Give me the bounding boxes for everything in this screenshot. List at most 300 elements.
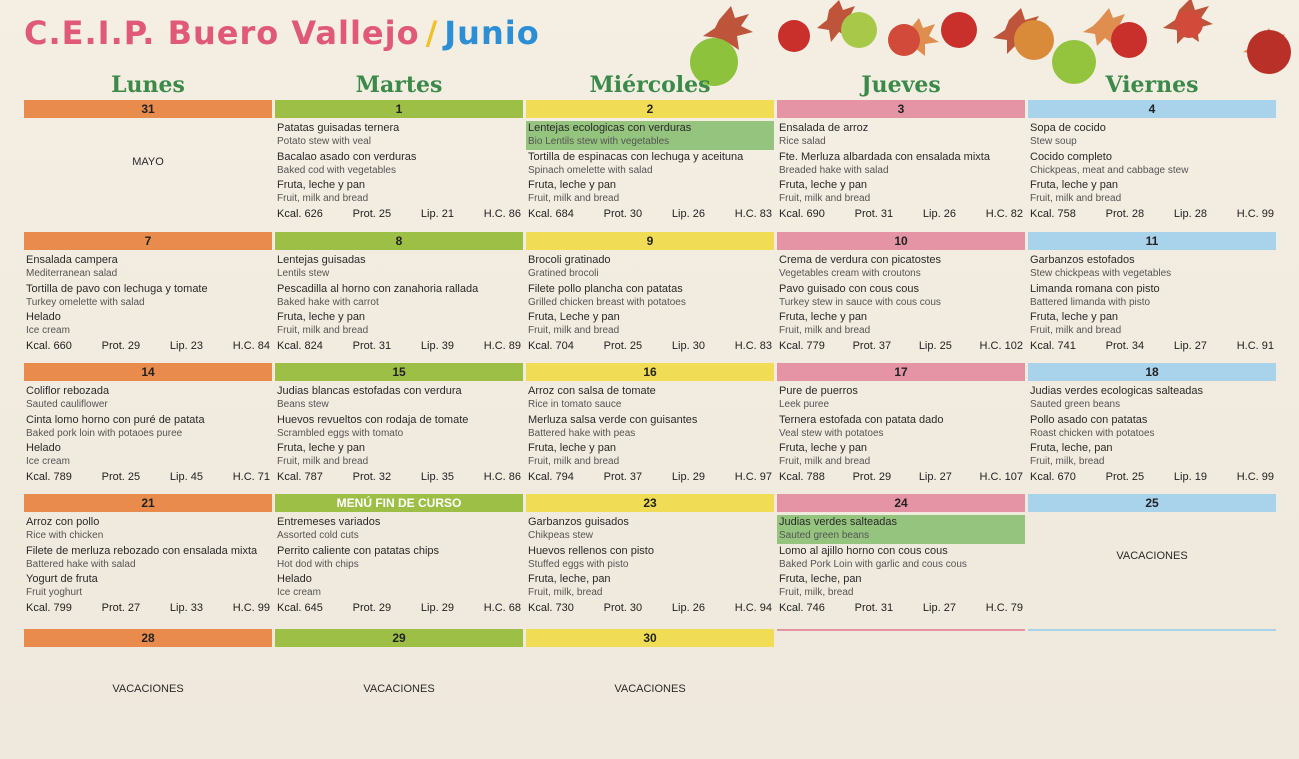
dish-name-en: Battered hake with salad (26, 559, 136, 570)
dish-item (1028, 441, 1276, 470)
protein-value: Prot. 25 (603, 340, 643, 352)
dish-item (275, 572, 523, 601)
day-cell (777, 494, 1025, 618)
dish-item (777, 441, 1025, 470)
day-cell (24, 629, 272, 749)
day-cell (275, 100, 523, 224)
dish-name-es: Helado (277, 573, 312, 585)
dish-item (275, 310, 523, 339)
protein-value: Prot. 32 (352, 471, 392, 483)
dish-name-es: Ensalada de arroz (779, 122, 869, 134)
protein-value: Prot. 30 (603, 208, 643, 220)
dish-name-en: Fruit, milk and bread (1030, 193, 1122, 204)
kcal-value: Kcal. 684 (528, 208, 574, 220)
kcal-value: Kcal. 730 (528, 602, 574, 614)
nutrition-row (528, 602, 772, 618)
day-number-bar: 18 (1028, 363, 1276, 381)
carbs-value: H.C. 83 (734, 208, 772, 220)
day-cell (275, 494, 523, 618)
dish-name-es: Tortilla de espinacas con lechuga y aceituna (528, 151, 744, 163)
carbs-value: H.C. 86 (483, 208, 521, 220)
dish-name-en: Fruit, milk and bread (528, 193, 620, 204)
protein-value: Prot. 31 (352, 340, 392, 352)
carbs-value: H.C. 99 (1236, 208, 1274, 220)
dish-name-en: Fruit, milk and bread (277, 456, 369, 467)
protein-value: Prot. 31 (854, 208, 894, 220)
day-number-bar: 24 (777, 494, 1025, 512)
protein-value: Prot. 25 (1105, 471, 1145, 483)
dish-item (24, 253, 272, 282)
dish-name-es: Fruta, leche y pan (779, 311, 868, 323)
dish-name-es: Helado (26, 311, 61, 323)
lipids-value: Lip. 35 (420, 471, 454, 483)
carbs-value: H.C. 84 (232, 340, 270, 352)
protein-value: Prot. 27 (101, 602, 141, 614)
carbs-value: H.C. 99 (232, 602, 270, 614)
kcal-value: Kcal. 741 (1030, 340, 1076, 352)
day-number-bar: 2 (526, 100, 774, 118)
day-cell (24, 100, 272, 224)
dish-item (526, 544, 774, 573)
dish-name-es: Judias verdes salteadas (779, 516, 898, 528)
lipids-value: Lip. 30 (671, 340, 705, 352)
dish-item (275, 441, 523, 470)
nutrition-row (26, 602, 270, 618)
day-cell (24, 494, 272, 618)
dish-name-es: Pure de puerros (779, 385, 858, 397)
dish-item (1028, 253, 1276, 282)
dish-item (777, 515, 1025, 544)
dish-name-es: Brocoli gratinado (528, 254, 611, 266)
dish-name-es: Huevos rellenos con pisto (528, 545, 654, 557)
protein-value: Prot. 29 (852, 471, 892, 483)
dish-item (777, 253, 1025, 282)
cell-note: VACACIONES (1116, 550, 1188, 562)
protein-value: Prot. 25 (352, 208, 392, 220)
dish-item (777, 310, 1025, 339)
day-cell (24, 232, 272, 356)
dish-name-es: Bacalao asado con verduras (277, 151, 417, 163)
carbs-value: H.C. 86 (483, 471, 521, 483)
dish-name-es: Lentejas guisadas (277, 254, 366, 266)
carbs-value: H.C. 68 (483, 602, 521, 614)
nutrition-row (1030, 208, 1274, 224)
kcal-value: Kcal. 789 (26, 471, 72, 483)
day-cell (526, 100, 774, 224)
carbs-value: H.C. 102 (979, 340, 1023, 352)
day-number-bar: 15 (275, 363, 523, 381)
dish-name-en: Hot dod with chips (277, 559, 359, 570)
dish-name-en: Lentils stew (277, 268, 330, 279)
day-header-jueves: Jueves (861, 72, 941, 98)
day-number-bar: 1 (275, 100, 523, 118)
dish-name-en: Vegetables cream with croutons (779, 268, 921, 279)
dish-item (1028, 121, 1276, 150)
day-number-bar: 11 (1028, 232, 1276, 250)
day-number-bar: 31 (24, 100, 272, 118)
dish-name-en: Baked Pork Loin with garlic and cous cous (779, 559, 967, 570)
dish-item (526, 310, 774, 339)
nutrition-row (779, 602, 1023, 618)
dish-name-en: Turkey stew in sauce with cous cous (779, 297, 941, 308)
cell-note: MAYO (132, 156, 164, 168)
dish-name-en: Fruit, milk, bread (1030, 456, 1105, 467)
dish-name-en: Battered hake with peas (528, 428, 636, 439)
page-title (24, 14, 540, 52)
cell-divider (1028, 629, 1276, 631)
kcal-value: Kcal. 788 (779, 471, 825, 483)
dish-item (1028, 282, 1276, 311)
dish-name-es: Garbanzos estofados (1030, 254, 1135, 266)
dish-item (526, 384, 774, 413)
nutrition-row (1030, 471, 1274, 487)
kcal-value: Kcal. 746 (779, 602, 825, 614)
dish-name-en: Grilled chicken breast with potatoes (528, 297, 686, 308)
protein-value: Prot. 34 (1105, 340, 1145, 352)
kcal-value: Kcal. 704 (528, 340, 574, 352)
title-separator: / (425, 14, 439, 52)
day-number-bar: 21 (24, 494, 272, 512)
dish-name-en: Sauted cauliflower (26, 399, 108, 410)
dish-item (526, 253, 774, 282)
dish-item (526, 282, 774, 311)
dish-name-en: Bio Lentils stew with vegetables (528, 136, 670, 147)
dish-name-es: Yogurt de fruta (26, 573, 98, 585)
dish-item (275, 282, 523, 311)
carbs-value: H.C. 94 (734, 602, 772, 614)
dish-name-es: Fruta, leche y pan (528, 179, 617, 191)
dish-name-es: Pollo asado con patatas (1030, 414, 1148, 426)
dish-name-es: Merluza salsa verde con guisantes (528, 414, 698, 426)
kcal-value: Kcal. 660 (26, 340, 72, 352)
nutrition-row (528, 208, 772, 224)
dish-item (526, 150, 774, 179)
day-number-bar: 17 (777, 363, 1025, 381)
dish-name-es: Arroz con pollo (26, 516, 100, 528)
day-cell (777, 363, 1025, 487)
day-cell (1028, 232, 1276, 356)
dish-name-es: Ternera estofada con patata dado (779, 414, 944, 426)
dish-name-en: Roast chicken with potatoes (1030, 428, 1155, 439)
nutrition-row (779, 340, 1023, 356)
kcal-value: Kcal. 758 (1030, 208, 1076, 220)
day-header-viernes: Viernes (1105, 72, 1199, 98)
lipids-value: Lip. 27 (922, 602, 956, 614)
lipids-value: Lip. 27 (1173, 340, 1207, 352)
lipids-value: Lip. 29 (671, 471, 705, 483)
dish-name-es: Fruta, leche y pan (277, 442, 366, 454)
dish-item (526, 121, 774, 150)
dish-name-en: Sauted green beans (779, 530, 870, 541)
day-number-bar: 3 (777, 100, 1025, 118)
dish-name-en: Turkey omelette with salad (26, 297, 145, 308)
dish-name-es: Fruta, leche, pan (779, 573, 862, 585)
dish-name-es: Fruta, leche y pan (1030, 311, 1119, 323)
dish-name-en: Chikpeas stew (528, 530, 594, 541)
day-number-bar: 30 (526, 629, 774, 647)
dish-name-en: Leek puree (779, 399, 830, 410)
dish-item (24, 384, 272, 413)
dish-name-en: Baked cod with vegetables (277, 165, 396, 176)
lipids-value: Lip. 39 (420, 340, 454, 352)
dish-name-es: Fruta, leche y pan (528, 442, 617, 454)
day-cell (777, 232, 1025, 356)
dish-item (526, 413, 774, 442)
dish-name-en: Stuffed eggs with pisto (528, 559, 629, 570)
nutrition-row (26, 471, 270, 487)
dish-name-en: Assorted cold cuts (277, 530, 359, 541)
protein-value: Prot. 30 (603, 602, 643, 614)
dish-item (24, 544, 272, 573)
kcal-value: Kcal. 690 (779, 208, 825, 220)
dish-name-en: Fruit, milk and bread (277, 193, 369, 204)
cell-note: VACACIONES (112, 683, 184, 695)
dish-name-en: Mediterranean salad (26, 268, 118, 279)
protein-value: Prot. 37 (852, 340, 892, 352)
nutrition-row (277, 602, 521, 618)
dish-name-en: Spinach omelette with salad (528, 165, 653, 176)
cell-note: VACACIONES (363, 683, 435, 695)
dish-item (777, 121, 1025, 150)
nutrition-row (779, 471, 1023, 487)
dish-name-en: Fruit, milk, bread (779, 587, 854, 598)
dish-item (777, 282, 1025, 311)
lipids-value: Lip. 26 (922, 208, 956, 220)
dish-name-es: Patatas guisadas ternera (277, 122, 400, 134)
month-name: Junio (444, 14, 540, 52)
dish-name-en: Veal stew with potatoes (779, 428, 884, 439)
dish-name-es: Garbanzos guisados (528, 516, 629, 528)
lipids-value: Lip. 27 (918, 471, 952, 483)
kcal-value: Kcal. 794 (528, 471, 574, 483)
dish-name-es: Limanda romana con pisto (1030, 283, 1160, 295)
day-cell (1028, 100, 1276, 224)
dish-name-en: Beans stew (277, 399, 329, 410)
dish-item (1028, 413, 1276, 442)
dish-name-es: Fruta, leche, pan (528, 573, 611, 585)
lipids-value: Lip. 26 (671, 208, 705, 220)
day-header-martes: Martes (355, 72, 443, 98)
dish-name-es: Lomo al ajillo horno con cous cous (779, 545, 948, 557)
dish-name-es: Fruta, leche, pan (1030, 442, 1113, 454)
protein-value: Prot. 29 (101, 340, 141, 352)
dish-item (777, 544, 1025, 573)
dish-name-es: Crema de verdura con picatostes (779, 254, 942, 266)
day-cell (24, 363, 272, 487)
dish-name-es: Huevos revueltos con rodaja de tomate (277, 414, 469, 426)
kcal-value: Kcal. 787 (277, 471, 323, 483)
day-cell (1028, 494, 1276, 618)
dish-name-es: Tortilla de pavo con lechuga y tomate (26, 283, 208, 295)
dish-name-en: Stew chickpeas with vegetables (1030, 268, 1172, 279)
dish-name-en: Baked pork loin with potaoes puree (26, 428, 183, 439)
dish-item (526, 572, 774, 601)
dish-name-es: Judias verdes ecologicas salteadas (1030, 385, 1204, 397)
dish-name-en: Chickpeas, meat and cabbage stew (1030, 165, 1189, 176)
carbs-value: H.C. 91 (1236, 340, 1274, 352)
lipids-value: Lip. 28 (1173, 208, 1207, 220)
kcal-value: Kcal. 645 (277, 602, 323, 614)
dish-name-es: Filete pollo plancha con patatas (528, 283, 683, 295)
kcal-value: Kcal. 779 (779, 340, 825, 352)
dish-name-es: Filete de merluza rebozado con ensalada mixta (26, 545, 258, 557)
dish-item (275, 121, 523, 150)
dish-name-en: Fruit, milk and bread (779, 456, 871, 467)
day-cell (1028, 363, 1276, 487)
nutrition-row (528, 340, 772, 356)
dish-item (777, 413, 1025, 442)
day-number-bar: 7 (24, 232, 272, 250)
cell-note: VACACIONES (614, 683, 686, 695)
dish-name-es: Pavo guisado con cous cous (779, 283, 920, 295)
dish-name-es: Coliflor rebozada (26, 385, 110, 397)
protein-value: Prot. 37 (603, 471, 643, 483)
nutrition-row (26, 340, 270, 356)
day-header-miercoles: Miércoles (589, 72, 711, 98)
dish-name-en: Battered limanda with pisto (1030, 297, 1151, 308)
school-name: C.E.I.P. Buero Vallejo (24, 14, 420, 52)
day-number-bar: 23 (526, 494, 774, 512)
dish-name-es: Entremeses variados (277, 516, 381, 528)
day-number-bar: 9 (526, 232, 774, 250)
dish-item (24, 515, 272, 544)
carbs-value: H.C. 71 (232, 471, 270, 483)
kcal-value: Kcal. 670 (1030, 471, 1076, 483)
lipids-value: Lip. 26 (671, 602, 705, 614)
day-number-bar: 25 (1028, 494, 1276, 512)
lipids-value: Lip. 45 (169, 471, 203, 483)
nutrition-row (277, 340, 521, 356)
day-cell (777, 100, 1025, 224)
dish-name-en: Gratined brocoli (528, 268, 599, 279)
nutrition-row (779, 208, 1023, 224)
dish-name-en: Rice with chicken (26, 530, 104, 541)
dish-name-es: Sopa de cocido (1030, 122, 1106, 134)
dish-name-en: Fruit, milk and bread (1030, 325, 1122, 336)
carbs-value: H.C. 107 (979, 471, 1023, 483)
lipids-value: Lip. 19 (1173, 471, 1207, 483)
carbs-value: H.C. 89 (483, 340, 521, 352)
dish-name-es: Fruta, leche y pan (1030, 179, 1119, 191)
dish-name-es: Judias blancas estofadas con verdura (277, 385, 462, 397)
dish-name-en: Fruit yoghurt (26, 587, 83, 598)
day-number-bar: 8 (275, 232, 523, 250)
dish-name-en: Potato stew with veal (277, 136, 371, 147)
dish-name-es: Fte. Merluza albardada con ensalada mixta (779, 151, 990, 163)
day-cell (526, 494, 774, 618)
dish-name-en: Rice in tomato sauce (528, 399, 622, 410)
carbs-value: H.C. 79 (985, 602, 1023, 614)
dish-item (24, 282, 272, 311)
carbs-value: H.C. 99 (1236, 471, 1274, 483)
dish-item (24, 572, 272, 601)
dish-name-es: Lentejas ecologicas con verduras (528, 122, 692, 134)
kcal-value: Kcal. 824 (277, 340, 323, 352)
dish-item (24, 413, 272, 442)
dish-item (275, 413, 523, 442)
dish-name-es: Fruta, leche y pan (277, 311, 366, 323)
dish-item (275, 253, 523, 282)
dish-item (1028, 150, 1276, 179)
dish-name-es: Helado (26, 442, 61, 454)
dish-item (526, 515, 774, 544)
lipids-value: Lip. 23 (169, 340, 203, 352)
nutrition-row (1030, 340, 1274, 356)
dish-item (24, 441, 272, 470)
lipids-value: Lip. 29 (420, 602, 454, 614)
day-cell (526, 363, 774, 487)
cell-divider (777, 629, 1025, 631)
carbs-value: H.C. 82 (985, 208, 1023, 220)
protein-value: Prot. 31 (854, 602, 894, 614)
dish-item (777, 178, 1025, 207)
dish-name-en: Sauted green beans (1030, 399, 1121, 410)
dish-item (777, 150, 1025, 179)
nutrition-row (277, 471, 521, 487)
day-number-bar: 14 (24, 363, 272, 381)
dish-name-en: Ice cream (277, 587, 321, 598)
dish-name-en: Fruit, milk and bread (277, 325, 369, 336)
dish-name-es: Cinta lomo horno con puré de patata (26, 414, 205, 426)
dish-name-en: Fruit, milk and bread (779, 193, 871, 204)
dish-item (777, 384, 1025, 413)
day-number-bar: 28 (24, 629, 272, 647)
dish-item (275, 544, 523, 573)
dish-name-en: Scrambled eggs with tomato (277, 428, 404, 439)
day-cell (275, 629, 523, 749)
dish-item (1028, 384, 1276, 413)
dish-name-en: Fruit, milk and bread (528, 325, 620, 336)
lipids-value: Lip. 25 (918, 340, 952, 352)
dish-name-en: Ice cream (26, 325, 70, 336)
day-header-lunes: Lunes (111, 72, 185, 98)
dish-name-en: Breaded hake with salad (779, 165, 889, 176)
dish-name-en: Stew soup (1030, 136, 1077, 147)
day-cell (777, 629, 1025, 749)
dish-name-es: Ensalada campera (26, 254, 118, 266)
day-cell (275, 363, 523, 487)
dish-item (1028, 310, 1276, 339)
protein-value: Prot. 28 (1105, 208, 1145, 220)
day-number-bar: 4 (1028, 100, 1276, 118)
day-cell (275, 232, 523, 356)
dish-name-en: Baked hake with carrot (277, 297, 379, 308)
kcal-value: Kcal. 626 (277, 208, 323, 220)
dish-name-es: Fruta, Leche y pan (528, 311, 620, 323)
dish-name-es: Fruta, leche y pan (779, 442, 868, 454)
dish-item (1028, 178, 1276, 207)
day-number-bar: 29 (275, 629, 523, 647)
protein-value: Prot. 25 (101, 471, 141, 483)
lipids-value: Lip. 21 (420, 208, 454, 220)
carbs-value: H.C. 83 (734, 340, 772, 352)
dish-name-en: Ice cream (26, 456, 70, 467)
dish-name-es: Arroz con salsa de tomate (528, 385, 656, 397)
dish-name-en: Fruit, milk and bread (528, 456, 620, 467)
dish-name-en: Fruit, milk and bread (779, 325, 871, 336)
dish-item (24, 310, 272, 339)
day-number-bar: MENÚ FIN DE CURSO (275, 494, 523, 512)
dish-item (275, 150, 523, 179)
nutrition-row (528, 471, 772, 487)
day-cell (526, 232, 774, 356)
day-cell (526, 629, 774, 749)
kcal-value: Kcal. 799 (26, 602, 72, 614)
dish-name-es: Fruta, leche y pan (277, 179, 366, 191)
dish-name-es: Perrito caliente con patatas chips (277, 545, 440, 557)
dish-item (275, 384, 523, 413)
day-number-bar: 16 (526, 363, 774, 381)
